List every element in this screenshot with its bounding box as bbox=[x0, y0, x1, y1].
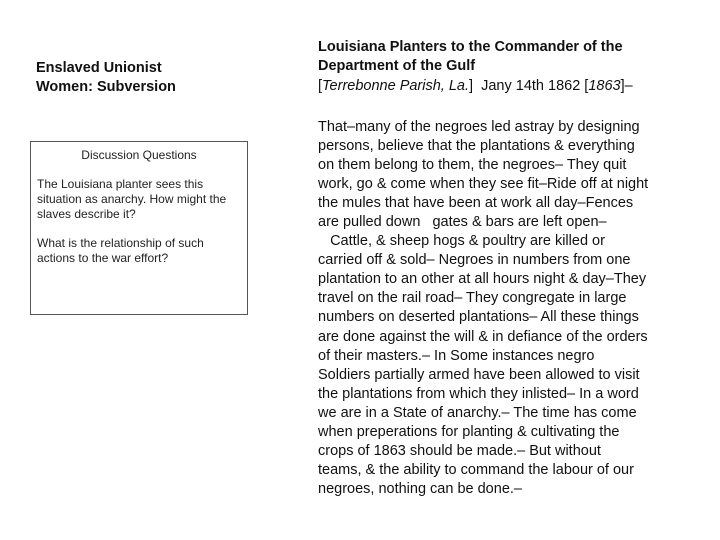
document-body-line: are done against the will & in defiance of the orders bbox=[318, 328, 648, 345]
document-body-line: persons, believe that the plantations & everything bbox=[318, 138, 635, 155]
document-body-line: Soldiers partially armed have been allowed to visit bbox=[318, 366, 640, 383]
discussion-question: The Louisiana planter sees this situation as anarchy. How might the slaves describe it? bbox=[37, 177, 227, 221]
source-close-bracket: ] bbox=[469, 78, 474, 94]
document-body-line: of their masters.– In Some instances negro bbox=[318, 347, 595, 364]
document-body-line: negroes, nothing can be done.– bbox=[318, 480, 522, 497]
document-body-line: when preperations for planting & cultivating the bbox=[318, 423, 620, 440]
document-title-line: Louisiana Planters to the Commander of the bbox=[318, 39, 623, 55]
slide-title-line: Women: Subversion bbox=[36, 79, 176, 95]
document-body-line: we are in a State of anarchy.– The time has come bbox=[318, 404, 637, 421]
document-body-line: Cattle, & sheep hogs & poultry are killed or bbox=[318, 233, 605, 250]
document-body-line: teams, & the ability to command the labour of our bbox=[318, 461, 634, 478]
slide-title-line: Enslaved Unionist bbox=[36, 60, 162, 76]
source-place: Terrebonne Parish, La. bbox=[322, 78, 470, 94]
document-body bbox=[318, 118, 713, 499]
document-body-line: work, go & come when they see fit–Ride off at night bbox=[318, 176, 649, 193]
discussion-question: What is the relationship of such actions to the war effort? bbox=[37, 236, 204, 265]
source-date-correction: 1863 bbox=[588, 78, 621, 94]
discussion-questions-box bbox=[30, 141, 248, 315]
document-body-line: are pulled down gates & bars are left open– bbox=[318, 214, 607, 231]
document-body-line: the plantations from which they inlisted– In a word bbox=[318, 385, 639, 402]
document-source-line bbox=[318, 77, 708, 96]
slide-title bbox=[36, 59, 276, 97]
document-body-line: the mules that have been at work all day–Fences bbox=[318, 195, 634, 212]
document-body-line: plantation to an other at all hours night & day–They bbox=[318, 271, 647, 288]
document-body-line: That–many of the negroes led astray by designing bbox=[318, 119, 640, 135]
document-body-line: travel on the rail road– They congregate in large bbox=[318, 290, 627, 307]
document-body-line: carried off & sold– Negroes in numbers from one bbox=[318, 252, 631, 269]
document-body-line: on them belong to them, the negroes– They quit bbox=[318, 157, 627, 174]
document-body-line: numbers on deserted plantations– All these things bbox=[318, 309, 639, 326]
source-date: Jany 14th 1862 [ bbox=[473, 78, 589, 94]
source-date-close: ]– bbox=[620, 78, 633, 94]
document-title-line: Department of the Gulf bbox=[318, 58, 476, 74]
source-open-bracket: [ bbox=[318, 78, 323, 94]
document-heading bbox=[318, 38, 708, 96]
discussion-questions-heading: Discussion Questions bbox=[81, 148, 197, 162]
document-body-line: crops of 1863 should be made.– But without bbox=[318, 442, 601, 459]
